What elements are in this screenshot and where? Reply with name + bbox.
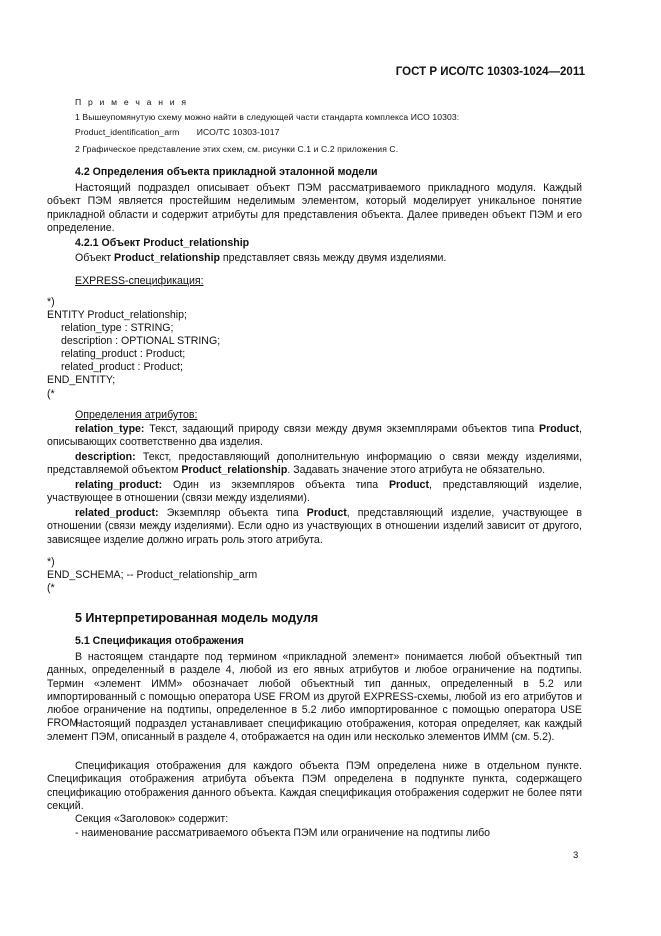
code-line: relation_type : STRING; [61, 322, 174, 334]
attribute-relation-type: relation_type: Текст, задающий природу связи между двумя экземплярами объектов типа Product, описывающих соответственно два изделия. [47, 423, 582, 449]
list-item: - наименование рассматриваемого объекта ПЭМ или ограничение на подтипы либо [75, 827, 491, 839]
code-line: (* [47, 388, 55, 400]
section-5-1-heading: 5.1 Спецификация отображения [75, 635, 244, 647]
section-4-2-1-heading: 4.2.1 Объект Product_relationship [75, 237, 250, 249]
standard-header: ГОСТ Р ИСО/ТС 10303-1024—2011 [395, 66, 585, 78]
notes-heading: П р и м е ч а н и я [75, 97, 189, 107]
attribute-relating-product: relating_product: Один из экземпляров объекта типа Product, представляющий изделие, участвующее в отношении (связи между изделиями). [47, 479, 583, 505]
code-line: description : OPTIONAL STRING; [61, 335, 221, 347]
note-1-schema: Product_identification_arm ИСО/ТС 10303-1017 [75, 127, 280, 137]
code-line: *) [47, 296, 55, 308]
code-line: related_product : Product; [61, 361, 183, 373]
code-line: END_ENTITY; [47, 374, 116, 386]
section-5-1-paragraph: В настоящем стандарте под термином «прикладной элемент» понимается любой объектный тип данных, определенный в разделе 4, любой из его явных атрибутов и любое ограничение на подтипы. Термин «элемент ИММ» обозначает любой объектный тип данных, определенный в 5.2 или импортированный с помощью оператора USE FROM из другой EXPRESS-схемы, любой из его атрибутов и любое ограничение на подтипы, определенное в 5.2 либо импортированное с помощью оператора USE FROM. [47, 651, 582, 730]
page-number: 3 [573, 850, 579, 861]
code-line: (* [47, 582, 55, 594]
code-line: END_SCHEMA; -- Product_relationship_arm [47, 569, 258, 581]
section-4-2-paragraph: Настоящий подраздел описывает объект ПЭМ рассматриваемого прикладного модуля. Каждый объект ПЭМ является простейшим неделимым элементом, который моделирует уникальное понятие прикладной области и содержит атрибуты для представления объекта. Далее приведен объект ПЭМ и его определение. [47, 182, 582, 234]
section-5-1-paragraph: Секция «Заголовок» содержит: [75, 813, 229, 825]
code-line: relating_product : Product; [61, 348, 186, 360]
attribute-related-product: related_product: Экземпляр объекта типа Product, представляющий изделие, участвующее в отношении (связи между изделиями). Если одно из участвующих в отношении изделий зависит от другого, зависящее изделие должно играть роль этого атрибута. [47, 507, 583, 546]
note-1: 1 Вышеупомянутую схему можно найти в следующей части стандарта комплекса ИСО 10303: [75, 112, 460, 122]
express-spec-label: EXPRESS-спецификация: [75, 275, 204, 287]
section-4-2-heading: 4.2 Определения объекта прикладной эталонной модели [75, 166, 378, 178]
section-5-heading: 5 Интерпретированная модель модуля [75, 611, 319, 625]
section-5-1-paragraph: Спецификация отображения для каждого объекта ПЭМ определена ниже в отдельном пункте. Спецификация отображения атрибута объекта ПЭМ определена в подпункте пункта, содержащего спецификацию отображения данного объекта. Каждая спецификация отображения содержит не более пяти секций. [47, 760, 582, 812]
note-2: 2 Графическое представление этих схем, см. рисунки С.1 и С.2 приложения С. [75, 144, 399, 154]
code-line: ENTITY Product_relationship; [47, 309, 187, 321]
attributes-label: Определения атрибутов: [75, 409, 198, 421]
section-4-2-1-paragraph: Объект Product_relationship представляет связь между двумя изделиями. [75, 252, 447, 264]
code-line: *) [47, 556, 55, 568]
attribute-description: description: Текст, предоставляющий дополнительную информацию о связи между изделиями, представляемой объектом Product_relationship. Задавать значение этого атрибута не обязательно. [47, 451, 582, 477]
section-5-1-paragraph: Настоящий подраздел устанавливает спецификацию отображения, которая определяет, как каждый элемент ПЭМ, описанный в разделе 4, отображается на один или несколько элементов ИММ (см. 5.2). [47, 718, 582, 744]
